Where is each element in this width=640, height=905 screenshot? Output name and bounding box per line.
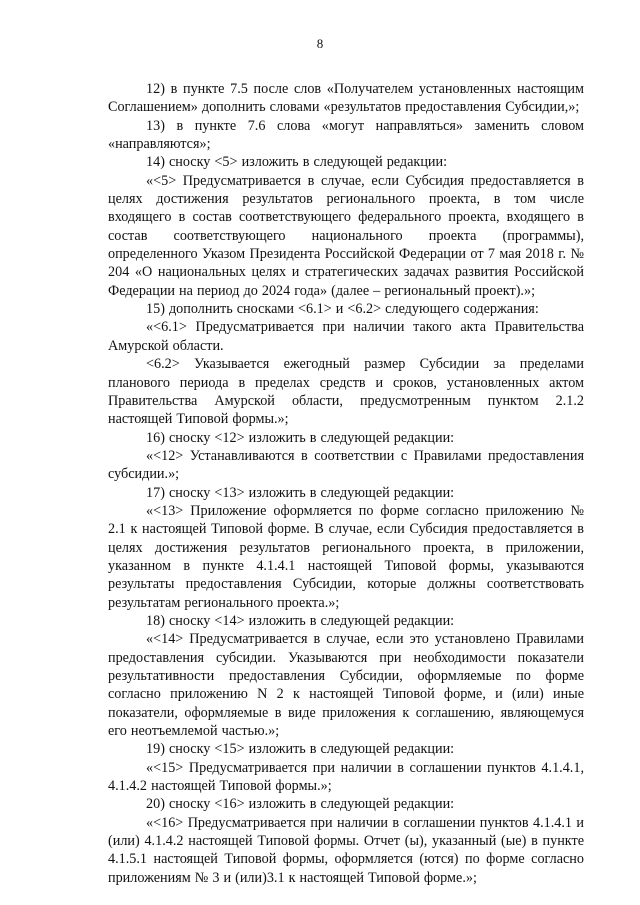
paragraph-item-20: 20) сноску <16> изложить в следующей редакции: (146, 796, 455, 813)
paragraph-item-17: 17) сноску <13> изложить в следующей редакции: (146, 484, 455, 501)
footnote-13-text: «<13> Приложение оформляется по форме согласно приложению № 2.1 к настоящей Типовой форме. В случае, если Субсидия предоставляется в целях достижения результатов регионального проекта, в приложении, указанном в пункте 4.1.4.1 настоящей Типовой формы, указываются результаты предоставления Субсидии, которые должны соответствовать результатам регионального проекта.»; (108, 502, 584, 611)
footnote-5-text: «<5> Предусматривается в случае, если Субсидия предоставляется в целях достижения результатов регионального проекта, в том числе входящего в состав соответствующего федерального проекта, входящего в состав соответствующего национального проекта (программы), определенного Указом Президента Российской Федерации от 7 мая 2018 г. № 204 «О национальных целях и стратегических задачах развития Российской Федерации на период до 2024 года» (далее – региональный проект).»; (108, 172, 584, 299)
footnote-6-2-text: <6.2> Указывается ежегодный размер Субсидии за пределами планового периода в пределах средств и сроков, установленных актом Правительства Амурской области, предусмотренным пунктом 2.1.2 настоящей Типовой формы.»; (108, 356, 584, 428)
footnote-12-text: «<12> Устанавливаются в соответствии с Правилами предоставления субсидии.»; (108, 447, 584, 483)
paragraph-item-16: 16) сноску <12> изложить в следующей редакции: (146, 429, 455, 446)
paragraph-item-14: 14) сноску <5> изложить в следующей редакции: (146, 154, 448, 171)
paragraph-item-15: 15) дополнить сносками <6.1> и <6.2> следующего содержания: (146, 301, 539, 318)
paragraph-item-18: 18) сноску <14> изложить в следующей редакции: (146, 612, 455, 629)
paragraph-item-13: 13) в пункте 7.6 слова «могут направляться» заменить словом «направляются»; (108, 117, 584, 153)
document-body (108, 80, 584, 887)
footnote-6-1-text: «<6.1> Предусматривается при наличии такого акта Правительства Амурской области. (108, 319, 584, 354)
footnote-16-text: «<16> Предусматривается при наличии в соглашении пунктов 4.1.4.1 и (или) 4.1.4.2 настоящей Типовой формы. Отчет (ы), указанный (ые) в пункте 4.1.5.1 настоящей Типовой формы, оформляется (ются) по форме согласно приложениям № 3 и (или)3.1 к настоящей Типовой форме.»; (108, 814, 584, 886)
page-number: 8 (316, 36, 324, 51)
paragraph-item-19: 19) сноску <15> изложить в следующей редакции: (146, 741, 455, 758)
footnote-14-text: «<14> Предусматривается в случае, если это установлено Правилами предоставления субсидии. Указываются при необходимости показатели результативности предоставления Субсидии, оформляемые по форме согласно приложению N 2 к настоящей Типовой форме, и (или) иные показатели, оформляемые в виде приложения к соглашению, являющемуся его неотъемлемой частью.»; (108, 631, 584, 740)
footnote-15-text: «<15> Предусматривается при наличии в соглашении пунктов 4.1.4.1, 4.1.4.2 настоящей Типовой формы.»; (108, 759, 584, 795)
paragraph-item-12: 12) в пункте 7.5 после слов «Получателем установленных настоящим Соглашением» дополнить словами «результатов предоставления Субсидии,»; (108, 81, 584, 116)
